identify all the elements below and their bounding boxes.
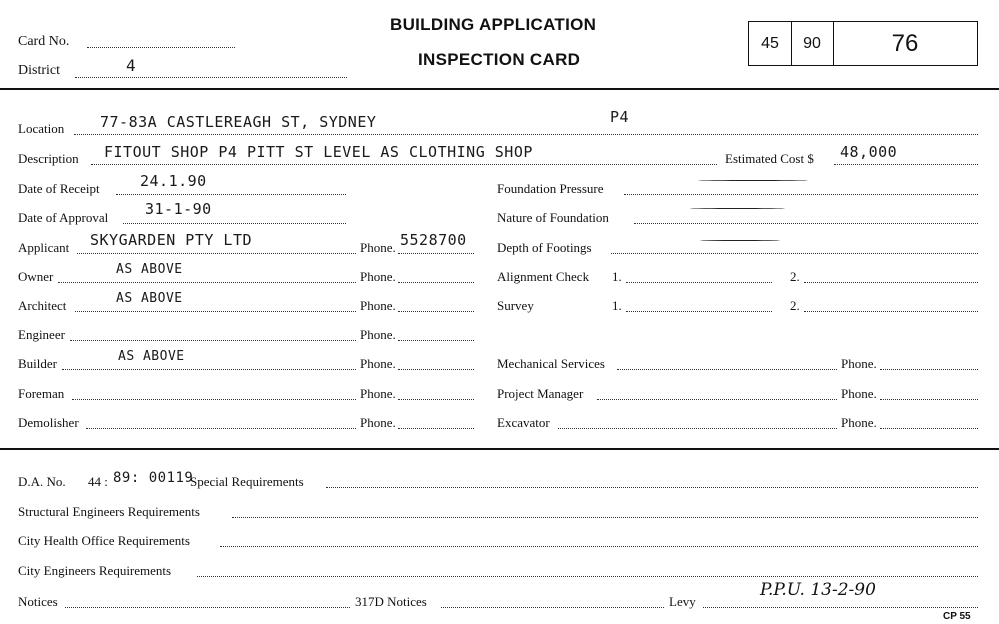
foundation-pressure-dash [698, 180, 808, 181]
header-rule [0, 88, 999, 90]
form-title: BUILDING APPLICATION [390, 15, 597, 34]
builder-field[interactable] [62, 369, 356, 370]
da-label: D.A. No. [18, 474, 66, 489]
box-cell-1-text: 45 [761, 34, 779, 52]
alignment-check-field-1[interactable] [626, 282, 772, 283]
demolisher-field[interactable] [86, 428, 356, 429]
location-field[interactable] [74, 134, 978, 135]
applicant-phone-label: Phone. [360, 240, 396, 255]
survey-field-2[interactable] [804, 311, 978, 312]
district-label: District [18, 63, 60, 78]
box-cell-3 [833, 22, 977, 65]
box-cell-1 [749, 22, 792, 65]
district-field[interactable] [75, 77, 347, 78]
owner-phone-label: Phone. [360, 269, 396, 284]
demolisher-phone-label: Phone. [360, 415, 396, 430]
section-rule [0, 448, 999, 450]
date-receipt-field[interactable] [116, 194, 346, 195]
description-label: Description [18, 151, 79, 166]
notices-317d-field[interactable] [441, 607, 664, 608]
structural-field[interactable] [232, 517, 978, 518]
engineer-phone-field[interactable] [398, 340, 474, 341]
special-req-label: Special Requirements [190, 474, 304, 489]
alignment-check-num1: 1. [612, 269, 622, 284]
date-approval-label: Date of Approval [18, 210, 109, 225]
engineer-field[interactable] [70, 340, 356, 341]
project-manager-field[interactable] [597, 399, 837, 400]
project-manager-label: Project Manager [497, 386, 584, 401]
depth-footings-label: Depth of Footings [497, 240, 592, 255]
project-manager-phone-field[interactable] [880, 399, 978, 400]
engineer-label: Engineer [18, 327, 65, 342]
box-cell-3-text: 76 [891, 29, 919, 57]
levy-label: Levy [669, 594, 696, 609]
alignment-check-num2: 2. [790, 269, 800, 284]
date-approval-field[interactable] [123, 223, 346, 224]
depth-footings-dash [700, 240, 780, 241]
project-manager-phone-label: Phone. [841, 386, 877, 401]
location-label: Location [18, 121, 65, 136]
box-cell-2 [791, 22, 834, 65]
builder-label: Builder [18, 356, 57, 371]
alignment-check-label: Alignment Check [497, 269, 590, 284]
engineer-phone-label: Phone. [360, 327, 396, 342]
location-note: P4 [610, 108, 630, 126]
district-value: 4 [126, 56, 137, 75]
excavator-phone-label: Phone. [841, 415, 877, 430]
levy-field[interactable] [703, 607, 978, 608]
architect-phone-field[interactable] [398, 311, 474, 312]
foundation-pressure-label: Foundation Pressure [497, 181, 604, 196]
excavator-field[interactable] [558, 428, 837, 429]
date-approval-value: 31-1-90 [145, 200, 212, 218]
applicant-label: Applicant [18, 240, 70, 255]
city-engineers-field[interactable] [197, 576, 978, 577]
da-value: 89: 00119 [113, 470, 194, 486]
mechanical-label: Mechanical Services [497, 356, 605, 371]
architect-value: AS ABOVE [116, 291, 183, 306]
demolisher-label: Demolisher [18, 415, 79, 430]
estimated-cost-field[interactable] [834, 164, 978, 165]
date-receipt-value: 24.1.90 [140, 172, 207, 190]
form-subtitle: INSPECTION CARD [418, 50, 581, 69]
estimated-cost-value: 48,000 [840, 143, 898, 161]
city-engineers-label: City Engineers Requirements [18, 563, 172, 578]
foundation-pressure-field[interactable] [624, 194, 978, 195]
foreman-label: Foreman [18, 386, 65, 401]
architect-phone-label: Phone. [360, 298, 396, 313]
da-value-prefix: 44 : [88, 474, 108, 489]
builder-value: AS ABOVE [118, 349, 185, 364]
owner-value: AS ABOVE [116, 262, 183, 277]
mechanical-field[interactable] [617, 369, 837, 370]
location-value: 77-83A CASTLEREAGH ST, SYDNEY [100, 113, 377, 131]
excavator-phone-field[interactable] [880, 428, 978, 429]
box-cell-2-text: 90 [803, 34, 821, 52]
survey-num1: 1. [612, 298, 622, 313]
foreman-field[interactable] [72, 399, 356, 400]
description-value: FITOUT SHOP P4 PITT ST LEVEL AS CLOTHING SHOP [104, 143, 533, 161]
notices-label: Notices [18, 594, 58, 609]
notices-field[interactable] [65, 607, 350, 608]
excavator-label: Excavator [497, 415, 550, 430]
architect-field[interactable] [75, 311, 356, 312]
survey-field-1[interactable] [626, 311, 772, 312]
alignment-check-field-2[interactable] [804, 282, 978, 283]
notices-317d-label: 317D Notices [355, 594, 427, 609]
foreman-phone-field[interactable] [398, 399, 474, 400]
demolisher-phone-field[interactable] [398, 428, 474, 429]
date-receipt-label: Date of Receipt [18, 181, 100, 196]
survey-num2: 2. [790, 298, 800, 313]
mechanical-phone-label: Phone. [841, 356, 877, 371]
builder-phone-field[interactable] [398, 369, 474, 370]
applicant-phone-value: 5528700 [400, 231, 467, 249]
special-req-field[interactable] [326, 487, 978, 488]
survey-label: Survey [497, 298, 534, 313]
applicant-phone-field[interactable] [398, 253, 474, 254]
owner-label: Owner [18, 269, 54, 284]
foreman-phone-label: Phone. [360, 386, 396, 401]
structural-label: Structural Engineers Requirements [18, 504, 200, 519]
form-code: CP 55 [943, 611, 971, 622]
nature-foundation-field[interactable] [634, 223, 978, 224]
nature-foundation-label: Nature of Foundation [497, 210, 609, 225]
health-field[interactable] [220, 546, 978, 547]
mechanical-phone-field[interactable] [880, 369, 978, 370]
description-field[interactable] [91, 164, 717, 165]
estimated-cost-label: Estimated Cost $ [725, 151, 814, 166]
depth-footings-field[interactable] [611, 253, 978, 254]
owner-field[interactable] [58, 282, 356, 283]
applicant-field[interactable] [77, 253, 356, 254]
nature-foundation-dash [690, 208, 785, 209]
card-number-box [748, 21, 978, 66]
owner-phone-field[interactable] [398, 282, 474, 283]
applicant-value: SKYGARDEN PTY LTD [90, 231, 253, 249]
health-label: City Health Office Requirements [18, 533, 190, 548]
card-no-label: Card No. [18, 34, 70, 49]
levy-value: P.P.U. 13-2-90 [760, 580, 876, 600]
card-no-field[interactable] [87, 47, 235, 48]
architect-label: Architect [18, 298, 67, 313]
builder-phone-label: Phone. [360, 356, 396, 371]
